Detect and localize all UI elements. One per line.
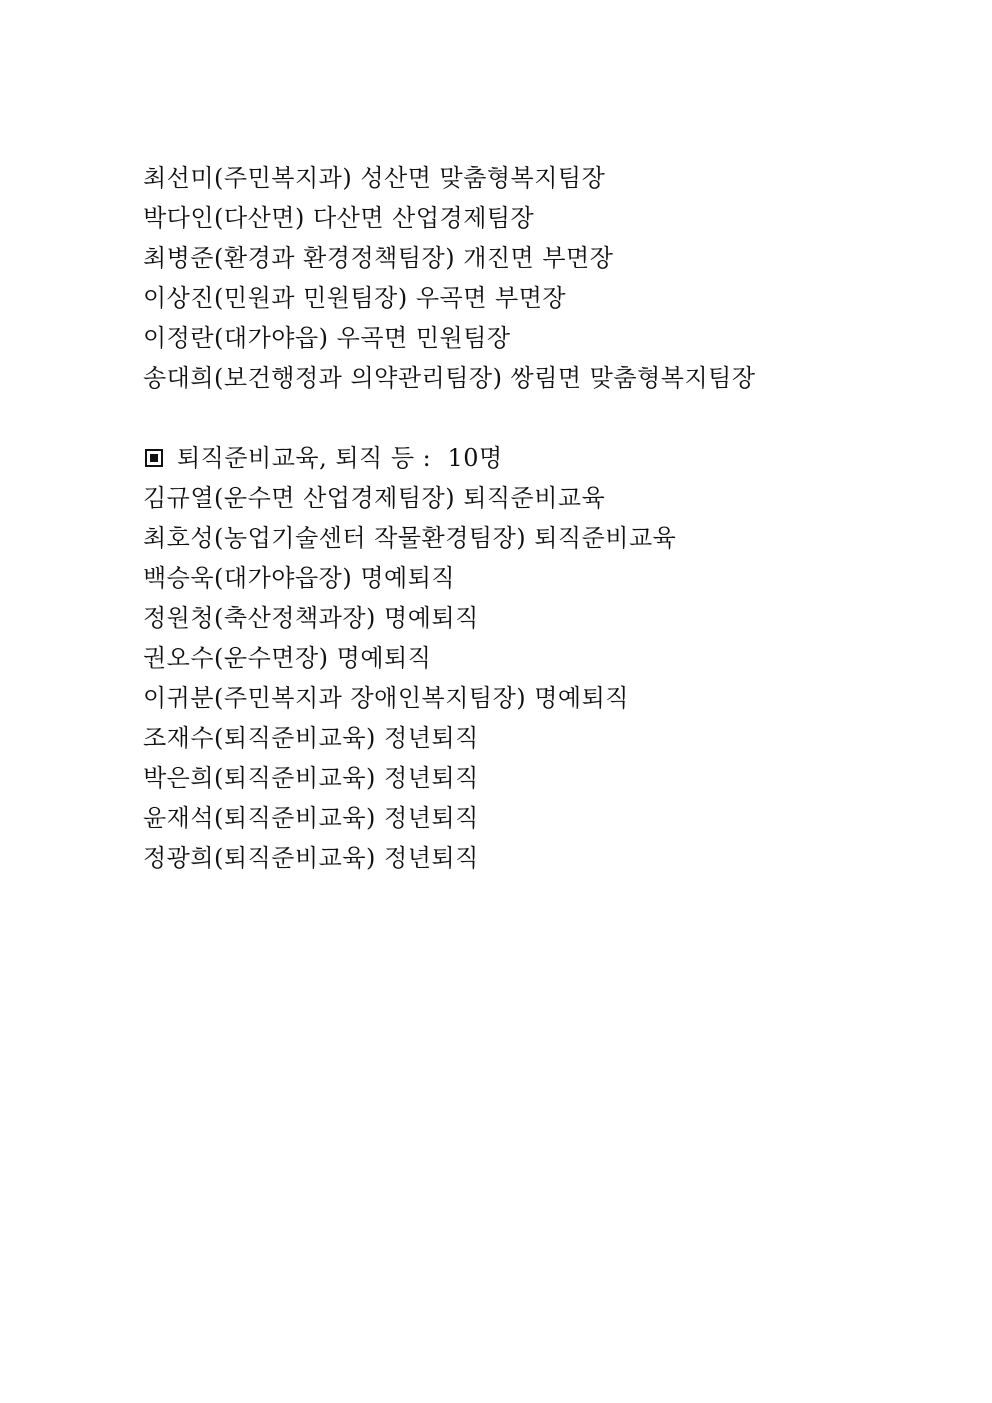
list-item: 최선미(주민복지과) 성산면 맞춤형복지팀장 [143, 164, 606, 192]
list-item: 조재수(퇴직준비교육) 정년퇴직 [143, 724, 479, 752]
list-item: 최병준(환경과 환경정책팀장) 개진면 부면장 [143, 244, 614, 272]
list-item: 박다인(다산면) 다산면 산업경제팀장 [143, 204, 535, 232]
list-item: 송대희(보건행정과 의약관리팀장) 쌍림면 맞춤형복지팀장 [143, 364, 756, 392]
list-item: 백승욱(대가야읍장) 명예퇴직 [143, 564, 456, 592]
retirement-section [143, 438, 923, 878]
section-heading-text: 퇴직준비교육, 퇴직 등 : 10명 [177, 444, 503, 472]
personnel-list-section-1 [143, 158, 923, 398]
list-item: 박은희(퇴직준비교육) 정년퇴직 [143, 764, 479, 792]
list-item: 정원청(축산정책과장) 명예퇴직 [143, 604, 479, 632]
section-heading [143, 438, 923, 478]
list-item: 이상진(민원과 민원팀장) 우곡면 부면장 [143, 284, 567, 312]
list-item: 최호성(농업기술센터 작물환경팀장) 퇴직준비교육 [143, 524, 677, 552]
list-item: 이정란(대가야읍) 우곡면 민원팀장 [143, 324, 511, 352]
list-item: 김규열(운수면 산업경제팀장) 퇴직준비교육 [143, 484, 606, 512]
square-bullet-icon [145, 449, 163, 467]
list-item: 윤재석(퇴직준비교육) 정년퇴직 [143, 804, 479, 832]
list-item: 권오수(운수면장) 명예퇴직 [143, 644, 432, 672]
list-item: 정광희(퇴직준비교육) 정년퇴직 [143, 844, 479, 872]
list-item: 이귀분(주민복지과 장애인복지팀장) 명예퇴직 [143, 684, 629, 712]
